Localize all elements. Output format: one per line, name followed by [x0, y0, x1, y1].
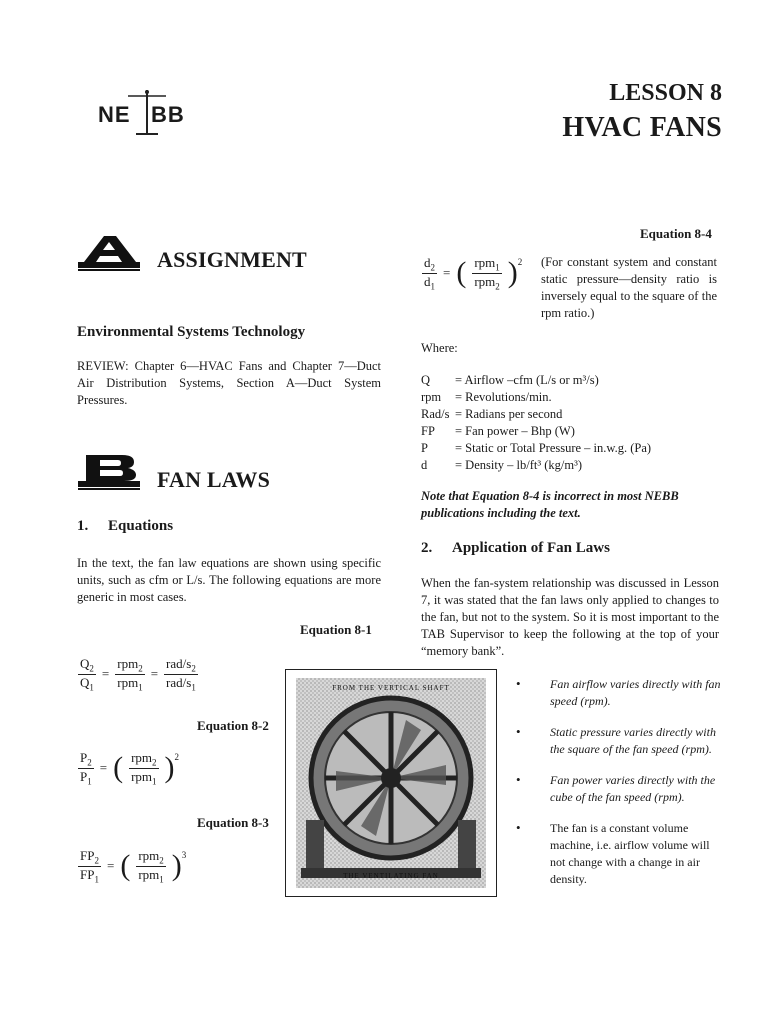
bullet-icon: •	[516, 820, 521, 835]
logo-text-left: NE	[98, 102, 131, 127]
equation-8-4: $\frac{d_2}{d_1}$ = ( $\frac{rpm_1}{rpm_2}$ ) 2	[424, 255, 523, 292]
equation-8-1: $\frac{Q_2}{Q_1}$ = $\frac{rpm_2}{rpm_1}$ = $\frac{rad/s_2}{rad/s_1}$	[80, 656, 196, 693]
equation-8-3: $\frac{FP_2}{FP_1}$ = ( $\frac{rpm_2}{rpm_1}$ ) 3	[80, 848, 187, 885]
page-title: HVAC FANS	[562, 112, 722, 143]
definition-text: = Fan power – Bhp (W)	[455, 424, 575, 438]
section-a-letter-icon	[78, 236, 140, 272]
bullet-icon: •	[516, 772, 521, 787]
equation-8-2-label: Equation 8-2	[197, 718, 269, 733]
subheading-number: 2.	[421, 540, 433, 556]
lesson-number: LESSON 8	[609, 80, 722, 106]
section-b-letter-icon	[78, 455, 140, 491]
list-item	[516, 676, 724, 710]
nebb-logo	[98, 88, 196, 138]
equation-8-3-label: Equation 8-3	[197, 815, 269, 830]
where-label: Where:	[421, 341, 458, 355]
application-subheading	[421, 540, 610, 557]
definition-symbol: Rad/s	[421, 407, 450, 421]
definition-text: = Radians per second	[455, 407, 563, 421]
definition-row	[421, 372, 651, 389]
definition-text: = Revolutions/min.	[455, 390, 552, 404]
definitions-list	[421, 372, 651, 474]
definition-row	[421, 440, 651, 457]
bullet-icon: •	[516, 724, 521, 739]
definition-symbol: d	[421, 458, 428, 472]
equation-8-1-label: Equation 8-1	[300, 622, 372, 637]
application-text: When the fan-system relationship was discussed in Lesson 7, it was stated that the fan laws only applied to changes to the fan, but not to the system. So it is most important to the TAB Supervisor to keep the following at the top of your “memory bank”.	[421, 576, 719, 658]
definition-symbol: FP	[421, 424, 435, 438]
bullet-text: Fan airflow varies directly with fan speed (rpm).	[550, 677, 721, 708]
definition-row	[421, 423, 651, 440]
bullet-list	[516, 676, 724, 888]
logo-text-right: BB	[151, 102, 185, 127]
equation-8-2: $\frac{P_2}{P_1}$ = ( $\frac{rpm_2}{rpm_1}$ ) 2	[80, 750, 180, 787]
section-a-subheading: Environmental Systems Technology	[77, 324, 306, 340]
section-a-heading: ASSIGNMENT	[157, 247, 307, 272]
definition-row	[421, 389, 651, 406]
bullet-icon: •	[516, 676, 521, 691]
subheading-title: Equations	[108, 518, 174, 534]
definition-symbol: P	[421, 441, 428, 455]
list-item	[516, 820, 724, 888]
bullet-text: Static pressure varies directly with the square of the fan speed (rpm).	[550, 725, 716, 756]
bullet-text: Fan power varies directly with the cube of the fan speed (rpm).	[550, 773, 716, 804]
definition-row	[421, 457, 651, 474]
ventilating-fan-image	[285, 669, 497, 897]
subheading-title: Application of Fan Laws	[452, 540, 610, 556]
list-item	[516, 724, 724, 758]
definition-symbol: Q	[421, 373, 431, 387]
fan-illustration-icon	[286, 670, 496, 896]
subheading-number: 1.	[77, 518, 89, 534]
equation-8-4-note: (For constant system and constant static pressure—density ratio is inversely equal to the square of the rpm ratio.)	[541, 255, 717, 320]
review-text: REVIEW: Chapter 6—HVAC Fans and Chapter 7—Duct Air Distribution Systems, Section A—Duct System Pressures.	[77, 359, 381, 407]
equation-8-4-label: Equation 8-4	[640, 226, 712, 241]
photo-caption-bottom: THE VENTILATING FAN	[343, 872, 439, 880]
definition-row	[421, 406, 651, 423]
equation-note: Note that Equation 8-4 is incorrect in most NEBB publications including the text.	[421, 489, 679, 520]
definition-text: = Static or Total Pressure – in.w.g. (Pa)	[455, 441, 652, 455]
bullet-text: The fan is a constant volume machine, i.e. airflow volume will not change with a change in air density.	[550, 821, 710, 886]
equations-subheading	[77, 518, 173, 535]
photo-caption-top: FROM THE VERTICAL SHAFT	[332, 684, 450, 692]
definition-symbol: rpm	[421, 390, 442, 404]
list-item	[516, 772, 724, 806]
definition-text: = Density – lb/ft³ (kg/m³)	[455, 458, 583, 472]
section-b-heading: FAN LAWS	[157, 467, 271, 492]
fan-laws-intro: In the text, the fan law equations are shown using specific units, such as cfm or L/s. The following equations are more generic in most cases.	[77, 556, 381, 604]
definition-text: = Airflow –cfm (L/s or m³/s)	[455, 373, 599, 387]
